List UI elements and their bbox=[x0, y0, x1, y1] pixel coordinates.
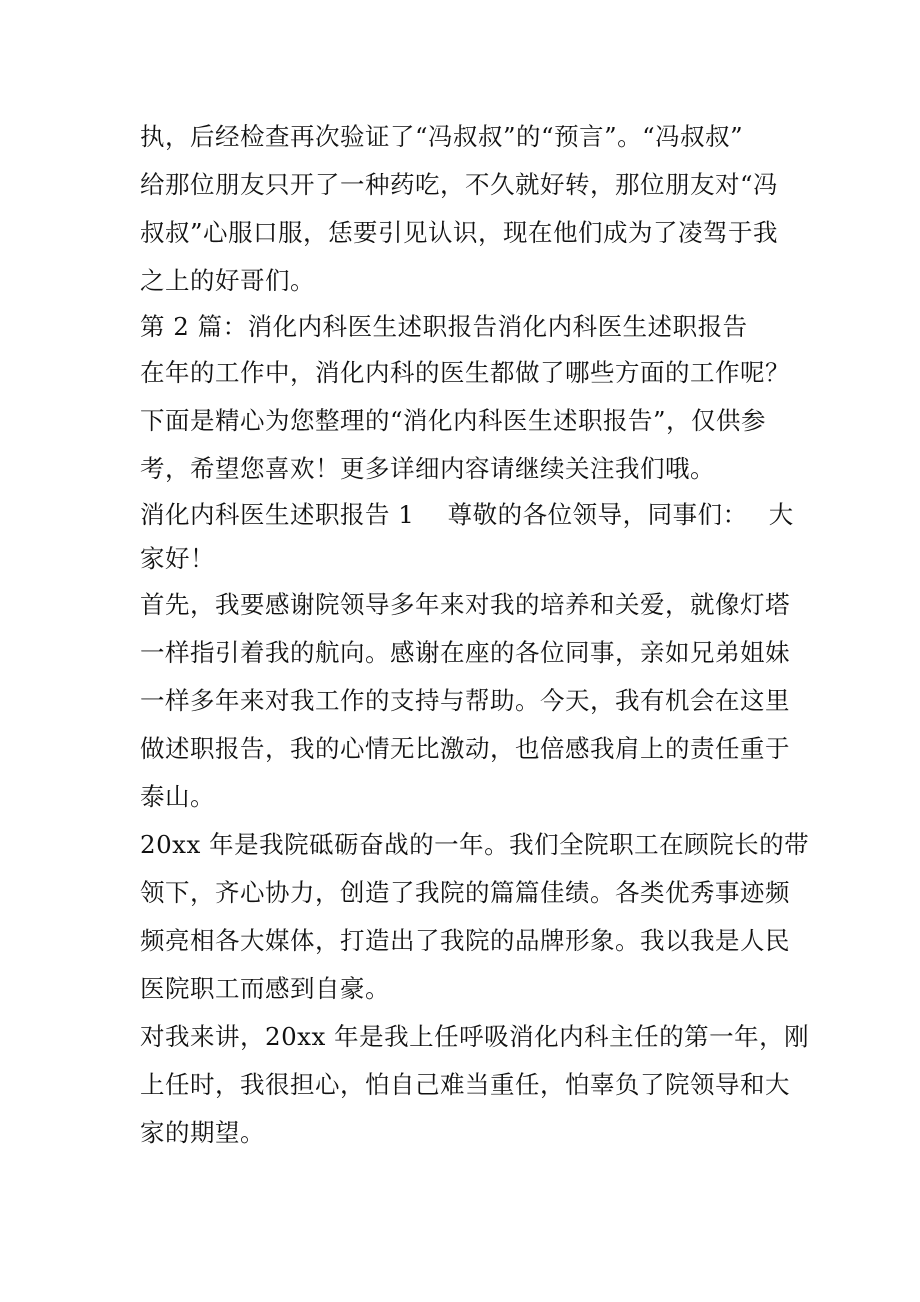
text-line: 下面是精心为您整理的“消化内科医生述职报告”，仅供参 bbox=[140, 406, 767, 435]
text-line: 上任时，我很担心，怕自己难当重任，怕辜负了院领导和大 bbox=[140, 1070, 790, 1099]
text-line: 对我来讲，20xx 年是我上任呼吸消化内科主任的第一年，刚 bbox=[140, 1022, 810, 1051]
text-line: 执，后经检查再次验证了“冯叔叔”的“预言”。“冯叔叔” bbox=[140, 122, 744, 151]
text-line: 做述职报告，我的心情无比激动，也倍感我肩上的责任重于 bbox=[140, 734, 790, 763]
text-line: 考，希望您喜欢！更多详细内容请继续关注我们哦。 bbox=[140, 454, 715, 483]
text-line: 医院职工而感到自豪。 bbox=[140, 974, 390, 1003]
text-line: 在年的工作中，消化内科的医生都做了哪些方面的工作呢？ bbox=[140, 358, 790, 387]
text-line: 消化内科医生述职报告 1 尊敬的各位领导，同事们： 大 bbox=[140, 500, 794, 529]
text-line: 一样多年来对我工作的支持与帮助。今天，我有机会在这里 bbox=[140, 686, 790, 715]
paragraph-story-end bbox=[140, 113, 785, 305]
paragraph-personal bbox=[140, 1013, 810, 1157]
text-line: 家的期望。 bbox=[140, 1118, 265, 1147]
section-heading bbox=[140, 305, 785, 349]
text-line: 频亮相各大媒体，打造出了我院的品牌形象。我以我是人民 bbox=[140, 926, 790, 955]
text-line: 泰山。 bbox=[140, 782, 215, 811]
paragraph-year-review bbox=[140, 821, 810, 1013]
text-line: 家好！ bbox=[140, 544, 215, 573]
text-line: 叔叔”心服口服，恁要引见认识，现在他们成为了凌驾于我 bbox=[140, 218, 779, 247]
document-body bbox=[140, 113, 810, 1157]
text-line: 之上的好哥们。 bbox=[140, 266, 315, 295]
paragraph-intro bbox=[140, 349, 790, 493]
heading-text: 第 2 篇：消化内科医生述职报告消化内科医生述职报告 bbox=[140, 312, 748, 341]
text-line: 首先，我要感谢院领导多年来对我的培养和关爱，就像灯塔 bbox=[140, 590, 790, 619]
paragraph-thanks bbox=[140, 581, 790, 821]
text-line: 给那位朋友只开了一种药吃，不久就好转，那位朋友对“冯 bbox=[140, 170, 779, 199]
text-line: 一样指引着我的航向。感谢在座的各位同事，亲如兄弟姐妹 bbox=[140, 638, 790, 667]
paragraph-greeting bbox=[140, 493, 794, 581]
text-line: 领下，齐心协力，创造了我院的篇篇佳绩。各类优秀事迹频 bbox=[140, 878, 790, 907]
text-line: 20xx 年是我院砥砺奋战的一年。我们全院职工在顾院长的带 bbox=[140, 830, 810, 859]
